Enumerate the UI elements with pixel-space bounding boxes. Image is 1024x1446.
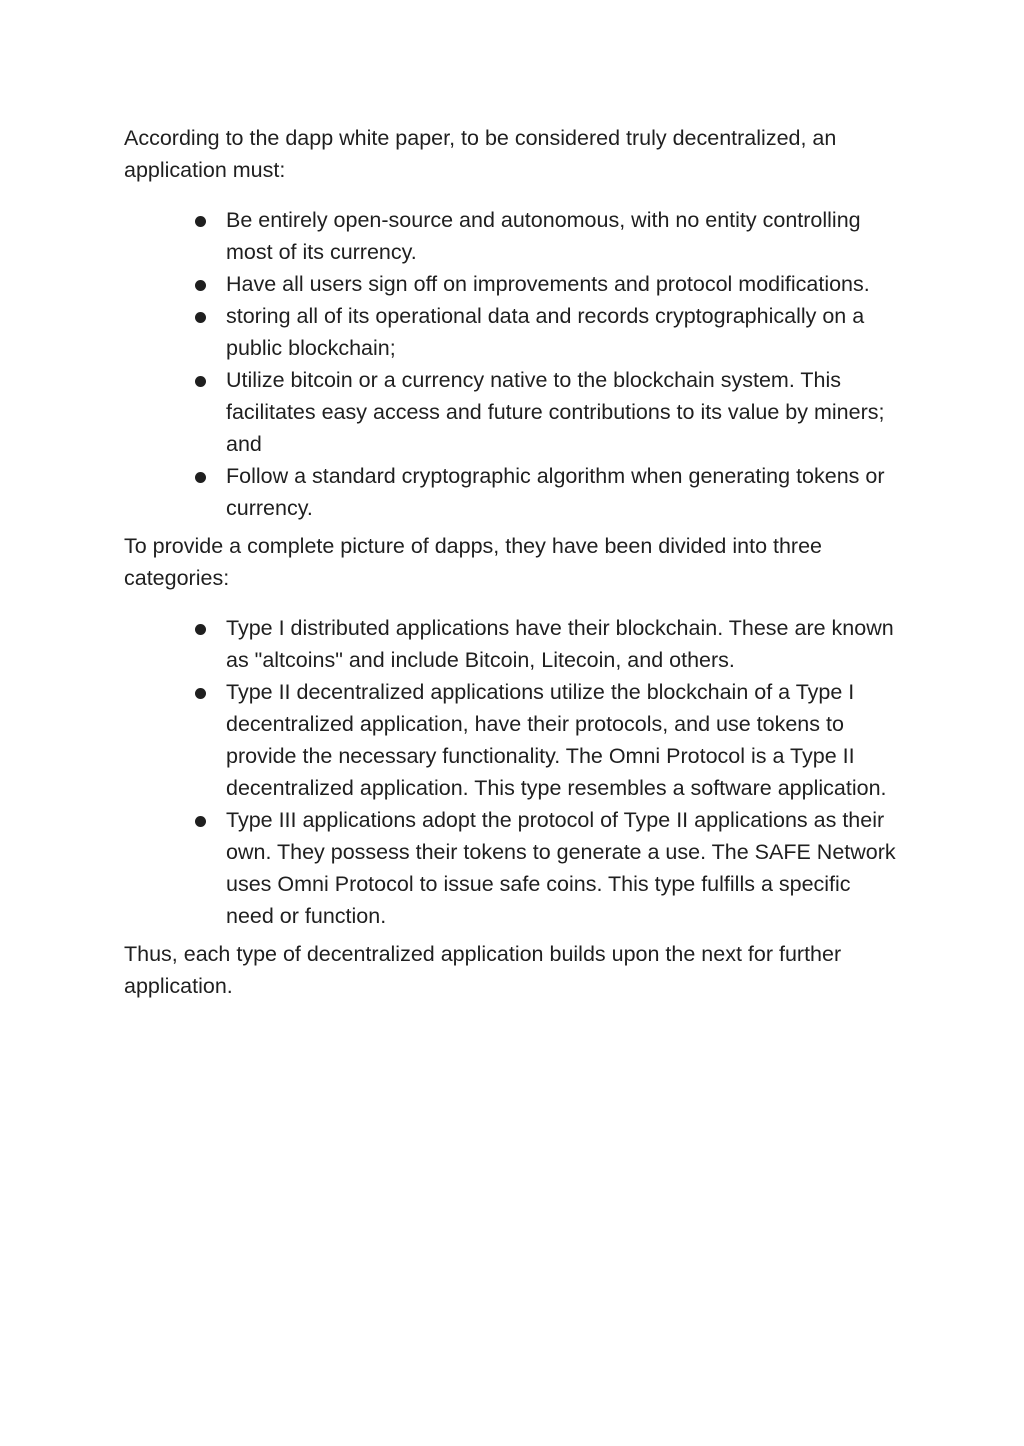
bullet-icon <box>195 816 206 827</box>
list-item <box>226 676 904 804</box>
intro-paragraph: According to the dapp white paper, to be considered truly decentralized, an application must: <box>124 126 837 182</box>
bullet-icon <box>195 216 206 227</box>
criteria-list <box>124 204 904 524</box>
bullet-icon <box>195 280 206 291</box>
bullet-icon <box>195 624 206 635</box>
list-item <box>226 268 904 300</box>
list-item <box>226 612 904 676</box>
bullet-icon <box>195 312 206 323</box>
list-item-text: Be entirely open-source and autonomous, with no entity controlling most of its currency. <box>226 208 861 264</box>
list-item-text: Type I distributed applications have their blockchain. These are known as "altcoins" and include Bitcoin, Litecoin, and others. <box>226 616 894 672</box>
bullet-icon <box>195 376 206 387</box>
list-item <box>226 364 904 460</box>
list-item-text: Type II decentralized applications utilize the blockchain of a Type I decentralized application, have their protocols, and use tokens to provide the necessary functionality. The Omni Protocol is a Type II decentralized application. This type resembles a software application. <box>226 680 887 800</box>
conclusion-paragraph: Thus, each type of decentralized application builds upon the next for further application. <box>124 942 842 998</box>
list-item-text: storing all of its operational data and records cryptographically on a public blockchain; <box>226 304 865 360</box>
bullet-icon <box>195 472 206 483</box>
list-item <box>226 204 904 268</box>
document-body <box>124 122 904 1002</box>
list-item <box>226 300 904 364</box>
categories-intro-paragraph: To provide a complete picture of dapps, they have been divided into three categories: <box>124 534 823 590</box>
list-item <box>226 460 904 524</box>
list-item <box>226 804 904 932</box>
list-item-text: Follow a standard cryptographic algorithm when generating tokens or currency. <box>226 464 885 520</box>
list-item-text: Utilize bitcoin or a currency native to the blockchain system. This facilitates easy access and future contributions to its value by miners; and <box>226 368 885 456</box>
list-item-text: Have all users sign off on improvements and protocol modifications. <box>226 272 870 296</box>
list-item-text: Type III applications adopt the protocol of Type II applications as their own. They possess their tokens to generate a use. The SAFE Network uses Omni Protocol to issue safe coins. This type fulfills a specific need or function. <box>226 808 896 928</box>
categories-list <box>124 612 904 932</box>
bullet-icon <box>195 688 206 699</box>
